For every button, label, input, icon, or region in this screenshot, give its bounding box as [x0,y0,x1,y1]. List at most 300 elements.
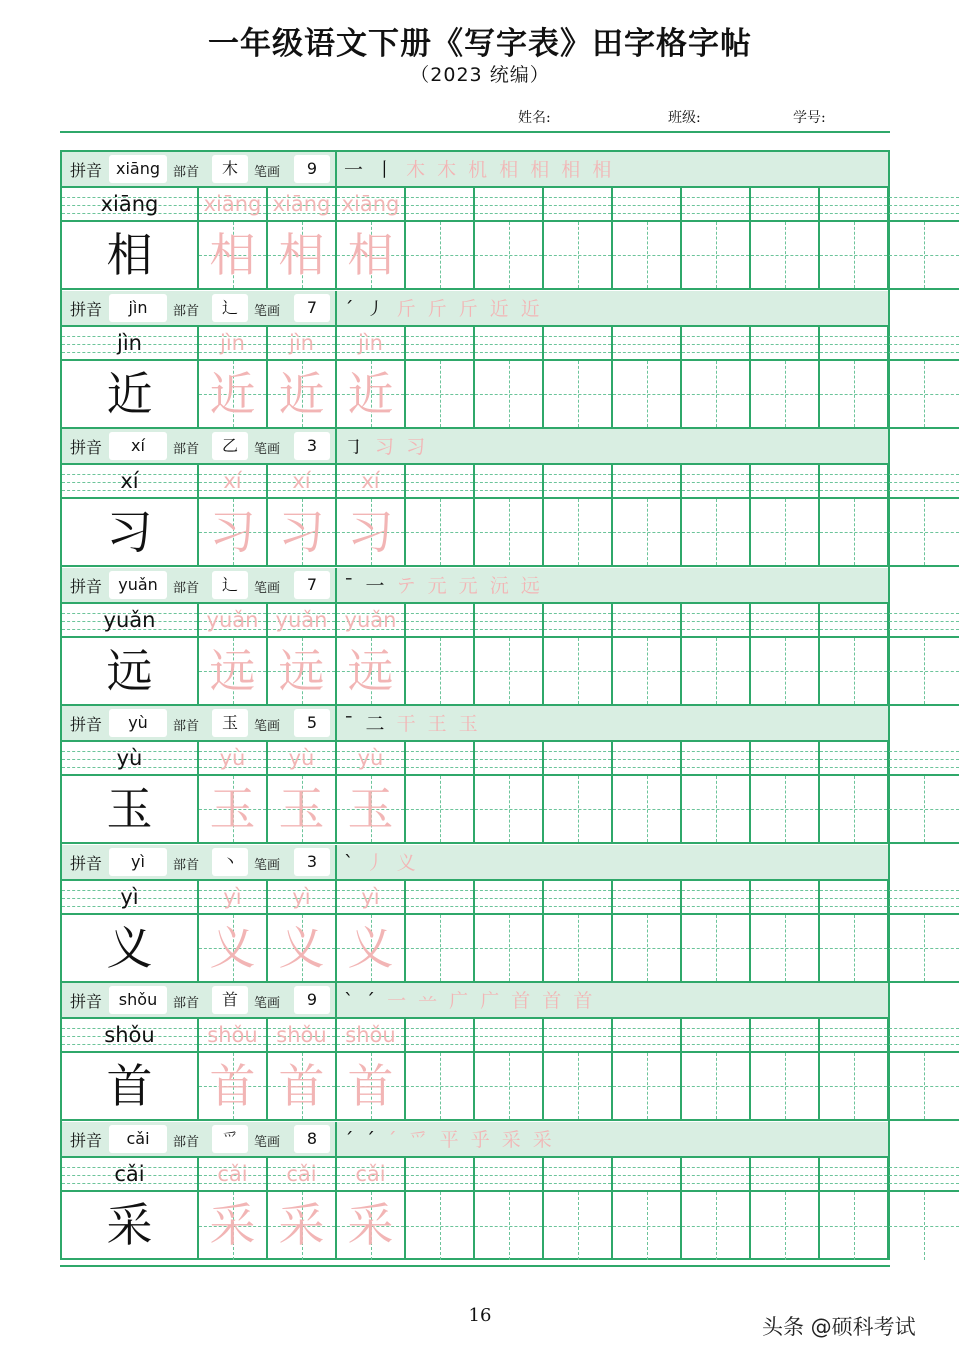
stroke-count-value: 5 [294,709,330,737]
stroke-order-written: ` [344,851,366,874]
pinyin-model-cell [62,742,199,776]
char-info-bar [62,1122,888,1158]
name-field-label: 姓名: [518,110,551,126]
practice-sheet [60,150,890,1260]
char-block [62,845,888,983]
pinyin-model: yì [120,884,139,909]
stroke-count-value: 9 [294,155,330,183]
pinyin-trace: yì [223,884,242,909]
char-info-bar [62,983,888,1019]
char-practice-cell [406,1192,475,1260]
char-practice-cell [406,915,475,983]
char-practice-cell [475,1192,544,1260]
pinyin-trace-cell [199,1019,268,1053]
char-trace-cell [199,361,268,429]
pinyin-practice-cell [820,881,889,915]
char-practice-cell [820,1192,889,1260]
char-trace: 采 [347,1197,394,1252]
stroke-order-trace: テ 元 元 沅 远 [396,574,543,597]
pinyin-model: yù [116,746,143,770]
pinyin-label: 拼音 [70,299,103,319]
pinyin-trace: shǒu [207,1023,258,1047]
stroke-order-trace: 一 䒑 广 广 首 首 首 [387,990,596,1012]
char-model-cell [62,1053,199,1121]
char-practice-cell [544,222,613,290]
pinyin-trace-cell [199,1158,268,1192]
char-model: 近 [106,366,153,421]
char-model-cell [62,499,199,567]
char-trace: 习 [209,505,256,559]
pinyin-practice-cell [820,465,889,499]
number-field-label: 学号: [793,110,826,126]
pinyin-trace: jìn [289,330,314,355]
pinyin-practice-cell [475,465,544,499]
stroke-count-label: 笔画 [254,442,281,457]
char-practice-cell [475,222,544,290]
pinyin-practice-cell [475,604,544,638]
pinyin-trace: cǎi [217,1161,248,1186]
char-practice-cell [889,776,959,844]
char-model: 首 [106,1059,153,1113]
stroke-count-value: 3 [294,432,330,460]
stroke-order-written: ´ ㇓ [344,297,397,320]
pinyin-practice-cell [751,188,820,222]
char-model-cell [62,361,199,429]
pinyin-trace-cell [199,881,268,915]
radical-label: 部首 [173,719,200,734]
pinyin-practice-cell [889,1158,959,1192]
char-trace-cell [337,361,406,429]
pinyin-practice-cell [889,1019,959,1053]
stroke-order-written: ˉ 一 [344,574,397,597]
stroke-order [344,706,481,740]
pinyin-trace: xí [292,469,311,493]
char-block [62,291,888,429]
pinyin-trace: xiāng [272,192,331,216]
char-block [62,1122,888,1260]
footer-divider [60,1265,890,1267]
pinyin-practice-cell [544,188,613,222]
char-practice-cell [475,499,544,567]
stroke-order-trace: 木 木 机 相 相 相 相 [406,159,615,181]
char-trace-cell [268,1192,337,1260]
stroke-count-label: 笔画 [254,165,281,180]
pinyin-label: 拼音 [70,715,103,734]
stroke-count-value: 7 [294,294,330,322]
pinyin-trace: xiāng [341,192,400,216]
char-practice-cell [682,1053,751,1121]
char-practice-cell [544,776,613,844]
char-model-cell [62,776,199,844]
radical-label: 部首 [173,996,200,1011]
stroke-order-written: ㇆ [344,436,376,458]
char-trace: 义 [278,920,325,975]
radical-value: 玉 [212,709,248,737]
pinyin-model: xiāng [100,192,159,216]
char-trace: 采 [209,1197,256,1252]
pinyin-practice-cell [682,188,751,222]
pinyin-value: cǎi [109,1125,167,1153]
char-practice-cell [751,1192,820,1260]
pinyin-trace: shǒu [345,1023,396,1047]
radical-label: 部首 [173,857,200,873]
pinyin-practice-cell [406,188,475,222]
char-block [62,429,888,567]
pinyin-model-cell [62,465,199,499]
pinyin-trace-cell [337,1019,406,1053]
pinyin-trace-cell [337,742,406,776]
stroke-count-value: 8 [294,1125,330,1153]
pinyin-practice-cell [613,327,682,361]
pinyin-practice-cell [475,1158,544,1192]
char-practice-cell [889,361,959,429]
pinyin-trace-cell [268,742,337,776]
pinyin-model: cǎi [114,1161,145,1186]
radical-value: 辶 [212,294,248,322]
char-trace: 远 [347,643,394,698]
pinyin-practice-cell [751,327,820,361]
char-trace: 习 [347,505,394,559]
pinyin-practice-cell [889,881,959,915]
pinyin-practice-cell [613,1019,682,1053]
pinyin-practice-cell [682,881,751,915]
pinyin-practice-cell [613,188,682,222]
char-trace-cell [268,776,337,844]
char-trace: 习 [278,505,325,559]
char-trace: 玉 [347,782,394,836]
pinyin-practice-cell [406,742,475,776]
char-trace-cell [268,499,337,567]
stroke-order-trace: 斤 斤 斤 近 近 [396,297,543,320]
char-info-fields [62,291,337,325]
char-info-bar [62,845,888,881]
pinyin-practice-cell [682,604,751,638]
char-practice-cell [889,1053,959,1121]
pinyin-trace: yì [292,884,311,909]
char-trace-cell [337,1053,406,1121]
char-practice-cell [820,361,889,429]
pinyin-practice-cell [820,1158,889,1192]
pinyin-practice-cell [406,1019,475,1053]
char-practice-cell [751,499,820,567]
char-practice-cell [613,361,682,429]
char-trace-cell [268,638,337,706]
radical-value: 丶 [212,848,248,876]
pinyin-label: 拼音 [70,992,103,1011]
char-info-fields [62,983,337,1017]
char-block [62,568,888,706]
pinyin-practice-cell [820,604,889,638]
stroke-count-label: 笔画 [254,303,281,319]
char-info-fields [62,152,337,186]
char-trace-cell [337,638,406,706]
char-practice-cell [682,638,751,706]
char-trace-cell [199,1192,268,1260]
char-trace-cell [268,361,337,429]
pinyin-trace: yù [357,746,384,770]
stroke-order-trace: 丿 义 [365,851,419,874]
pinyin-practice-cell [751,1158,820,1192]
header-divider [60,131,890,133]
pinyin-trace-cell [268,1019,337,1053]
char-trace: 远 [278,643,325,698]
pinyin-trace: yì [361,884,380,909]
pinyin-trace-cell [337,881,406,915]
watermark: 头条 @硕科考试 [762,1315,916,1339]
pinyin-label: 拼音 [70,161,103,180]
stroke-order [344,983,595,1017]
char-practice-cell [406,499,475,567]
char-practice-cell [751,361,820,429]
radical-label: 部首 [173,165,200,180]
char-trace-cell [268,1053,337,1121]
char-practice-cell [820,499,889,567]
page-number: 16 [468,1305,492,1326]
pinyin-trace-cell [199,742,268,776]
pinyin-practice-cell [751,604,820,638]
pinyin-value: xí [109,432,167,460]
pinyin-trace: yù [219,746,246,770]
pinyin-trace: xí [361,469,380,493]
class-field-label: 班级: [668,110,701,126]
char-practice-cell [889,499,959,567]
char-practice-cell [544,1192,613,1260]
radical-value: 乙 [212,432,248,460]
pinyin-practice-cell [406,327,475,361]
char-trace-cell [268,915,337,983]
pinyin-trace-cell [337,327,406,361]
char-practice-cell [613,638,682,706]
char-practice-cell [544,638,613,706]
char-trace: 首 [278,1059,325,1113]
char-practice-cell [751,915,820,983]
char-model: 玉 [106,782,153,836]
char-model-cell [62,1192,199,1260]
char-practice-cell [751,776,820,844]
pinyin-label: 拼音 [70,576,103,596]
pinyin-trace-cell [337,604,406,638]
char-info-fields [62,706,337,740]
stroke-count-value: 3 [294,848,330,876]
char-practice-cell [751,222,820,290]
pinyin-practice-cell [820,1019,889,1053]
pinyin-practice-cell [751,881,820,915]
char-practice-cell [406,638,475,706]
pinyin-practice-cell [406,465,475,499]
char-practice-cell [889,638,959,706]
pinyin-trace: yuǎn [344,607,397,632]
char-trace-cell [337,1192,406,1260]
pinyin-trace: cǎi [355,1161,386,1186]
pinyin-trace-cell [199,604,268,638]
pinyin-trace-cell [268,465,337,499]
pinyin-value: jìn [109,294,167,322]
char-info-fields [62,568,337,602]
char-trace-cell [337,776,406,844]
char-practice-cell [820,776,889,844]
stroke-order [344,568,543,602]
stroke-count-label: 笔画 [254,1134,281,1150]
pinyin-practice-cell [820,327,889,361]
pinyin-value: yuǎn [109,571,167,599]
char-trace: 玉 [278,782,325,836]
pinyin-practice-cell [406,604,475,638]
stroke-count-label: 笔画 [254,857,281,873]
stroke-order [344,845,419,879]
pinyin-practice-cell [475,188,544,222]
pinyin-practice-cell [475,881,544,915]
char-trace: 采 [278,1197,325,1252]
pinyin-practice-cell [613,465,682,499]
char-practice-cell [544,915,613,983]
pinyin-practice-cell [889,188,959,222]
pinyin-label: 拼音 [70,1130,103,1150]
char-practice-cell [820,638,889,706]
char-trace-cell [199,915,268,983]
char-practice-cell [475,361,544,429]
char-practice-cell [406,222,475,290]
char-practice-cell [682,1192,751,1260]
char-info-fields [62,845,337,879]
char-practice-cell [613,499,682,567]
pinyin-practice-cell [544,327,613,361]
char-trace: 相 [347,228,394,282]
pinyin-value: shǒu [109,986,167,1014]
char-trace: 近 [278,366,325,421]
stroke-count-label: 笔画 [254,580,281,596]
pinyin-practice-cell [544,881,613,915]
stroke-count-label: 笔画 [254,719,281,734]
pinyin-trace-cell [199,327,268,361]
pinyin-trace: cǎi [286,1161,317,1186]
char-info-bar [62,568,888,604]
char-practice-cell [889,1192,959,1260]
stroke-order-trace: 习 习 [375,436,429,458]
pinyin-practice-cell [682,1158,751,1192]
pinyin-trace: yuǎn [206,607,259,632]
radical-label: 部首 [173,303,200,319]
char-trace: 义 [209,920,256,975]
pinyin-model-cell [62,1019,199,1053]
char-practice-cell [889,915,959,983]
pinyin-trace: yuǎn [275,607,328,632]
stroke-order [344,291,543,325]
pinyin-practice-cell [751,465,820,499]
char-trace-cell [268,222,337,290]
pinyin-label: 拼音 [70,853,103,873]
char-trace-cell [199,222,268,290]
char-model: 习 [106,505,153,559]
pinyin-practice-cell [613,1158,682,1192]
pinyin-trace: yù [288,746,315,770]
char-practice-cell [682,499,751,567]
char-trace-cell [337,915,406,983]
radical-value: 木 [212,155,248,183]
char-practice-cell [406,361,475,429]
pinyin-trace-cell [268,1158,337,1192]
stroke-count-value: 9 [294,986,330,1014]
char-model-cell [62,638,199,706]
char-model: 相 [106,228,153,282]
pinyin-label: 拼音 [70,438,103,457]
char-block [62,706,888,844]
char-practice-cell [751,638,820,706]
char-practice-cell [682,915,751,983]
pinyin-practice-cell [544,1158,613,1192]
radical-label: 部首 [173,1134,200,1150]
pinyin-trace: xiāng [203,192,262,216]
char-block [62,983,888,1121]
pinyin-practice-cell [682,742,751,776]
char-block [62,152,888,290]
pinyin-trace: shǒu [276,1023,327,1047]
pinyin-practice-cell [682,465,751,499]
char-trace: 远 [209,643,256,698]
char-trace-cell [337,499,406,567]
char-practice-cell [613,1053,682,1121]
pinyin-practice-cell [475,327,544,361]
char-practice-cell [613,776,682,844]
pinyin-practice-cell [889,742,959,776]
stroke-count-label: 笔画 [254,996,281,1011]
char-practice-cell [820,1053,889,1121]
pinyin-model: yuǎn [103,607,156,632]
char-practice-cell [544,361,613,429]
pinyin-practice-cell [475,742,544,776]
pinyin-value: xiāng [109,155,167,183]
stroke-order-written: ` ´ [344,990,388,1012]
pinyin-practice-cell [613,604,682,638]
radical-value: 辶 [212,571,248,599]
pinyin-trace-cell [337,465,406,499]
char-trace-cell [337,222,406,290]
char-info-bar [62,429,888,465]
pinyin-practice-cell [751,742,820,776]
stroke-order [344,1122,555,1156]
pinyin-practice-cell [820,188,889,222]
char-practice-cell [820,915,889,983]
stroke-order-written: 一 丨 [344,159,407,181]
char-trace: 义 [347,920,394,975]
radical-label: 部首 [173,580,200,596]
pinyin-trace-cell [337,1158,406,1192]
char-info-fields [62,429,337,463]
char-info-bar [62,291,888,327]
char-trace: 首 [347,1059,394,1113]
stroke-order [344,152,614,186]
pinyin-practice-cell [613,742,682,776]
pinyin-model-cell [62,327,199,361]
stroke-order-trace: ˊ 爫 平 乎 采 采 [387,1128,555,1151]
char-trace: 相 [278,228,325,282]
char-trace: 玉 [209,782,256,836]
char-trace-cell [199,1053,268,1121]
pinyin-model: shǒu [104,1023,155,1047]
pinyin-trace: jìn [358,330,383,355]
pinyin-trace: xí [223,469,242,493]
char-practice-cell [544,499,613,567]
char-practice-cell [682,361,751,429]
pinyin-trace-cell [268,604,337,638]
char-practice-cell [820,222,889,290]
pinyin-trace-cell [199,188,268,222]
char-trace-cell [199,499,268,567]
char-practice-cell [889,222,959,290]
pinyin-practice-cell [889,465,959,499]
pinyin-practice-cell [682,327,751,361]
pinyin-trace-cell [337,188,406,222]
pinyin-practice-cell [544,604,613,638]
